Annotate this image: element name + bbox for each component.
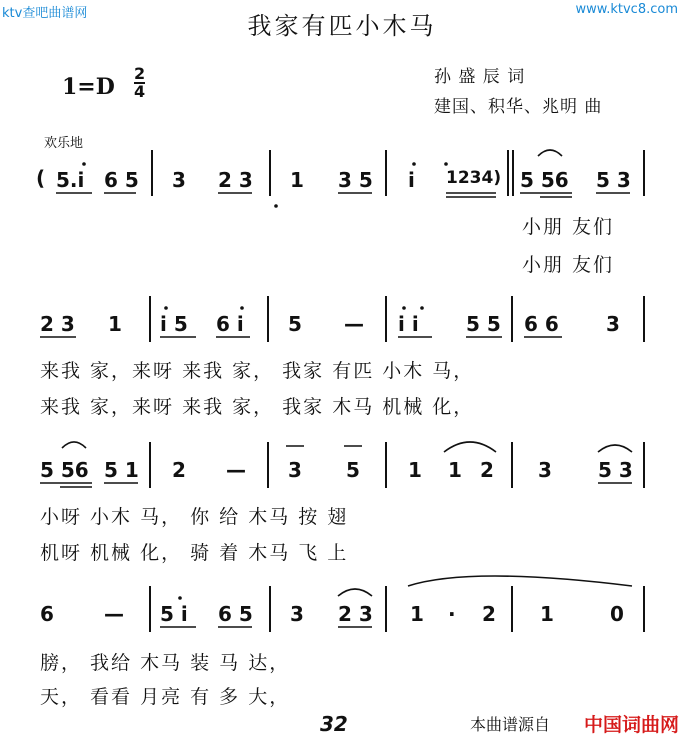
key-signature: 1=D <box>62 74 115 100</box>
note-group: 2 <box>172 458 186 482</box>
note-group: 2 3 <box>218 168 253 192</box>
lyric-line-2: 机呀 机械 化， 骑 着 木马 飞 上 <box>40 542 349 564</box>
lyric-line-1: 小朋 友们 <box>522 216 615 238</box>
note-group: 6 5 <box>218 602 253 626</box>
lyricist-credit: 孙 盛 辰 词 <box>434 67 526 87</box>
note-group: 3 <box>172 168 186 192</box>
note-group: 5 1 <box>104 458 139 482</box>
note-group: 1 <box>290 168 304 192</box>
watermark-right: www.ktvc8.com <box>575 2 678 17</box>
slur <box>408 576 632 586</box>
note-group: 5 i <box>160 602 188 626</box>
note-group: — <box>344 312 364 336</box>
lyric-line-1: 小呀 小木 马， 你 给 木马 按 翅 <box>40 506 349 528</box>
note-group: 5 56 <box>40 458 89 482</box>
octave-dot <box>240 306 244 310</box>
site-name[interactable]: 中国词曲网 <box>584 714 680 736</box>
note-group: 6 6 <box>524 312 559 336</box>
time-sig-top: 2 <box>134 64 146 83</box>
note-group: 5 3 <box>596 168 631 192</box>
slur <box>62 442 86 448</box>
source-label: 本曲谱源自 <box>470 715 551 734</box>
watermark-left: ktv查吧曲谱网 <box>2 6 88 21</box>
note-group: 5 <box>288 312 302 336</box>
slur <box>598 445 632 452</box>
note-group: · <box>448 602 456 626</box>
note-group: 1 <box>408 458 422 482</box>
note-group: 3 <box>538 458 552 482</box>
note-group: 1234) <box>446 168 502 188</box>
song-title: 我家有匹小木马 <box>247 12 437 40</box>
octave-dot <box>444 162 448 166</box>
note-group: 1 <box>540 602 554 626</box>
note-group: 5 5 <box>466 312 501 336</box>
octave-dot <box>178 596 182 600</box>
octave-dot <box>420 306 424 310</box>
lyric-line-1: 膀， 我给 木马 装 马 达， <box>40 652 291 674</box>
slur <box>538 150 562 156</box>
note-group: 1 <box>108 312 122 336</box>
note-group: 6 <box>40 602 54 626</box>
note-group: — <box>226 458 246 482</box>
note-group: 1 <box>448 458 462 482</box>
note-group: 0 <box>610 602 624 626</box>
note-group: 5.i <box>56 168 85 192</box>
slur <box>338 589 372 596</box>
tempo-marking: 欢乐地 <box>44 136 84 151</box>
note-group: i i <box>398 312 419 336</box>
lyric-line-1: 来我 家，来呀 来我 家， 我家 有匹 小木 马， <box>40 360 475 382</box>
note-group: 3 <box>288 458 302 482</box>
note-group: 2 <box>480 458 494 482</box>
lyric-line-2: 天， 看看 月亮 有 多 大， <box>40 686 291 708</box>
note-group: 6 i <box>216 312 244 336</box>
note-group: i <box>408 168 415 192</box>
note-group: 5 3 <box>598 458 633 482</box>
octave-dot <box>412 162 416 166</box>
note-group: 6 5 <box>104 168 139 192</box>
note-group: 1 <box>410 602 424 626</box>
slur <box>444 442 496 452</box>
note-group: 3 <box>290 602 304 626</box>
octave-dot <box>402 306 406 310</box>
lyric-line-2: 来我 家，来呀 来我 家， 我家 木马 机械 化， <box>40 396 475 418</box>
time-sig-bottom: 4 <box>134 82 146 101</box>
note-group: 5 56 <box>520 168 569 192</box>
note-group: 3 <box>606 312 620 336</box>
octave-dot <box>274 204 278 208</box>
note-group: 2 <box>482 602 496 626</box>
note-group: 3 5 <box>338 168 373 192</box>
note-group: — <box>104 602 124 626</box>
note-group: 5 <box>346 458 360 482</box>
lyric-line-2: 小朋 友们 <box>522 254 615 276</box>
paren-open: ( <box>36 166 46 190</box>
octave-dot <box>164 306 168 310</box>
octave-dot <box>82 162 86 166</box>
composer-credit: 建国、积华、兆明 曲 <box>434 97 603 117</box>
page-number: 32 <box>320 712 348 736</box>
note-group: 2 3 <box>338 602 373 626</box>
note-group: i 5 <box>160 312 188 336</box>
note-group: 2 3 <box>40 312 75 336</box>
